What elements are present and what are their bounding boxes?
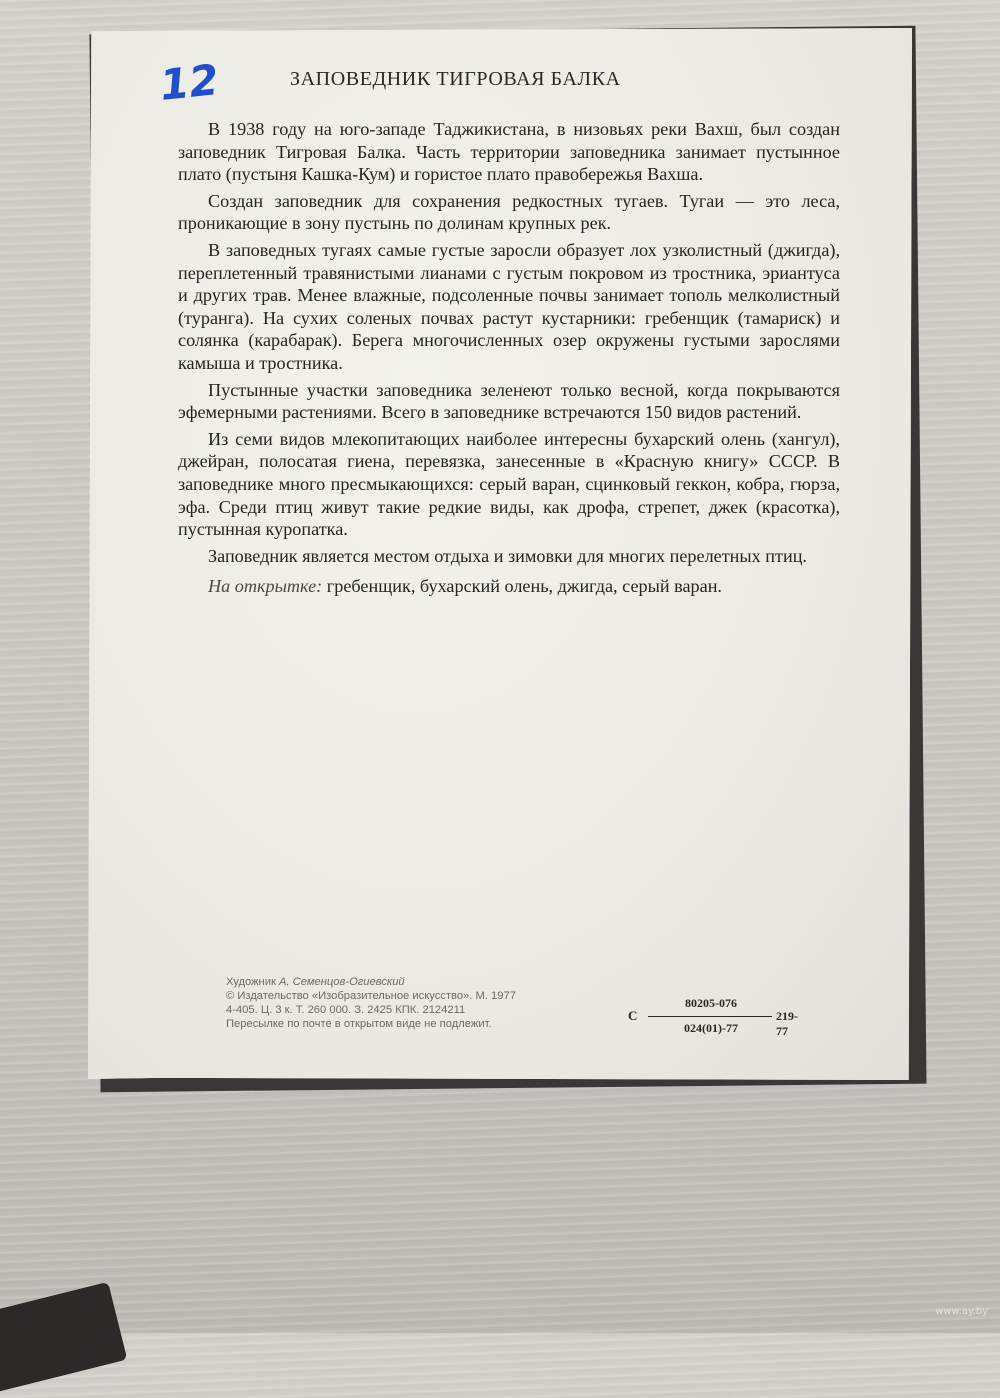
publisher-line: © Издательство «Изобразительное искусство». М. 1977	[226, 990, 516, 1002]
paragraph-5: Из семи видов млекопитающих наиболее интересны бухарский олень (хангул), джейран, полосатая гиена, перевязка, занесенные в «Красную книгу» СССР. В заповеднике много пресмыкающихся: серый варан, сцинковый геккон, кобра, гюрза, эфа. Среди птиц живут такие редкие виды, как дрофа, стрепет, джек (красотка), пустынная куропатка.	[178, 428, 840, 540]
catalog-code	[628, 996, 808, 1040]
watermark: www.ay.by	[935, 1306, 988, 1317]
catalog-code-denominator: 024(01)-77	[684, 1021, 738, 1035]
paragraph-1: В 1938 году на юго-западе Таджикистана, в низовьях реки Вахш, был создан заповедник Тигровая Балка. Часть территории заповедника занимает пустынное плато (пустыня Кашка-Кум) и гористое плато правобережья Вахша.	[178, 119, 840, 185]
print-info-line: 4-405. Ц. 3 к. Т. 260 000. З. 2425 КПК. 2124211	[226, 1004, 466, 1016]
body-text	[178, 118, 840, 602]
postal-note-line: Пересылке по почте в открытом виде не подлежит.	[226, 1018, 492, 1030]
catalog-code-prefix: С	[628, 1008, 638, 1023]
page-title: ЗАПОВЕДНИК ТИГРОВАЯ БАЛКА	[290, 68, 621, 90]
card-note-label: На открытке:	[208, 576, 323, 597]
artist-label: Художник	[226, 976, 279, 988]
artist-line	[226, 975, 646, 989]
paragraph-6: Заповедник является местом отдыха и зимовки для многих перелетных птиц.	[208, 545, 807, 566]
imprint-block	[226, 975, 646, 1031]
catalog-code-suffix: 219-77	[776, 1009, 798, 1038]
paragraph-4: Пустынные участки заповедника зеленеют только весной, когда покрываются эфемерными растениями. Всего в заповеднике встречаются 150 видов растений.	[178, 379, 840, 423]
paragraph-3: В заповедных тугаях самые густые заросли образует лох узколистный (джигда), переплетенный травянистыми лианами с густым покровом из тростника, эриантуса и других трав. Менее влажные, подсоленные почвы занимает тополь мелколистный (туранга). На сухих соленых почвах растут кустарники: гребенщик (тамариск) и солянка (карабарак). Берега многочисленных озер окружены густыми зарослями камыша и тростника.	[178, 239, 840, 373]
paragraph-2: Создан заповедник для сохранения редкостных тугаев. Тугаи — это леса, проникающие в зону пустынь по долинам крупных рек.	[178, 190, 840, 234]
card-note-text: гребенщик, бухарский олень, джигда, серый варан.	[322, 576, 722, 597]
card-note	[178, 575, 840, 598]
corner-dark-object	[0, 1282, 127, 1398]
handwritten-number: 12	[157, 55, 221, 110]
artist-name: А. Семенцов-Огиевский	[278, 976, 405, 988]
catalog-code-fraction-line	[648, 1016, 772, 1017]
catalog-code-numerator: 80205-076	[685, 996, 737, 1010]
